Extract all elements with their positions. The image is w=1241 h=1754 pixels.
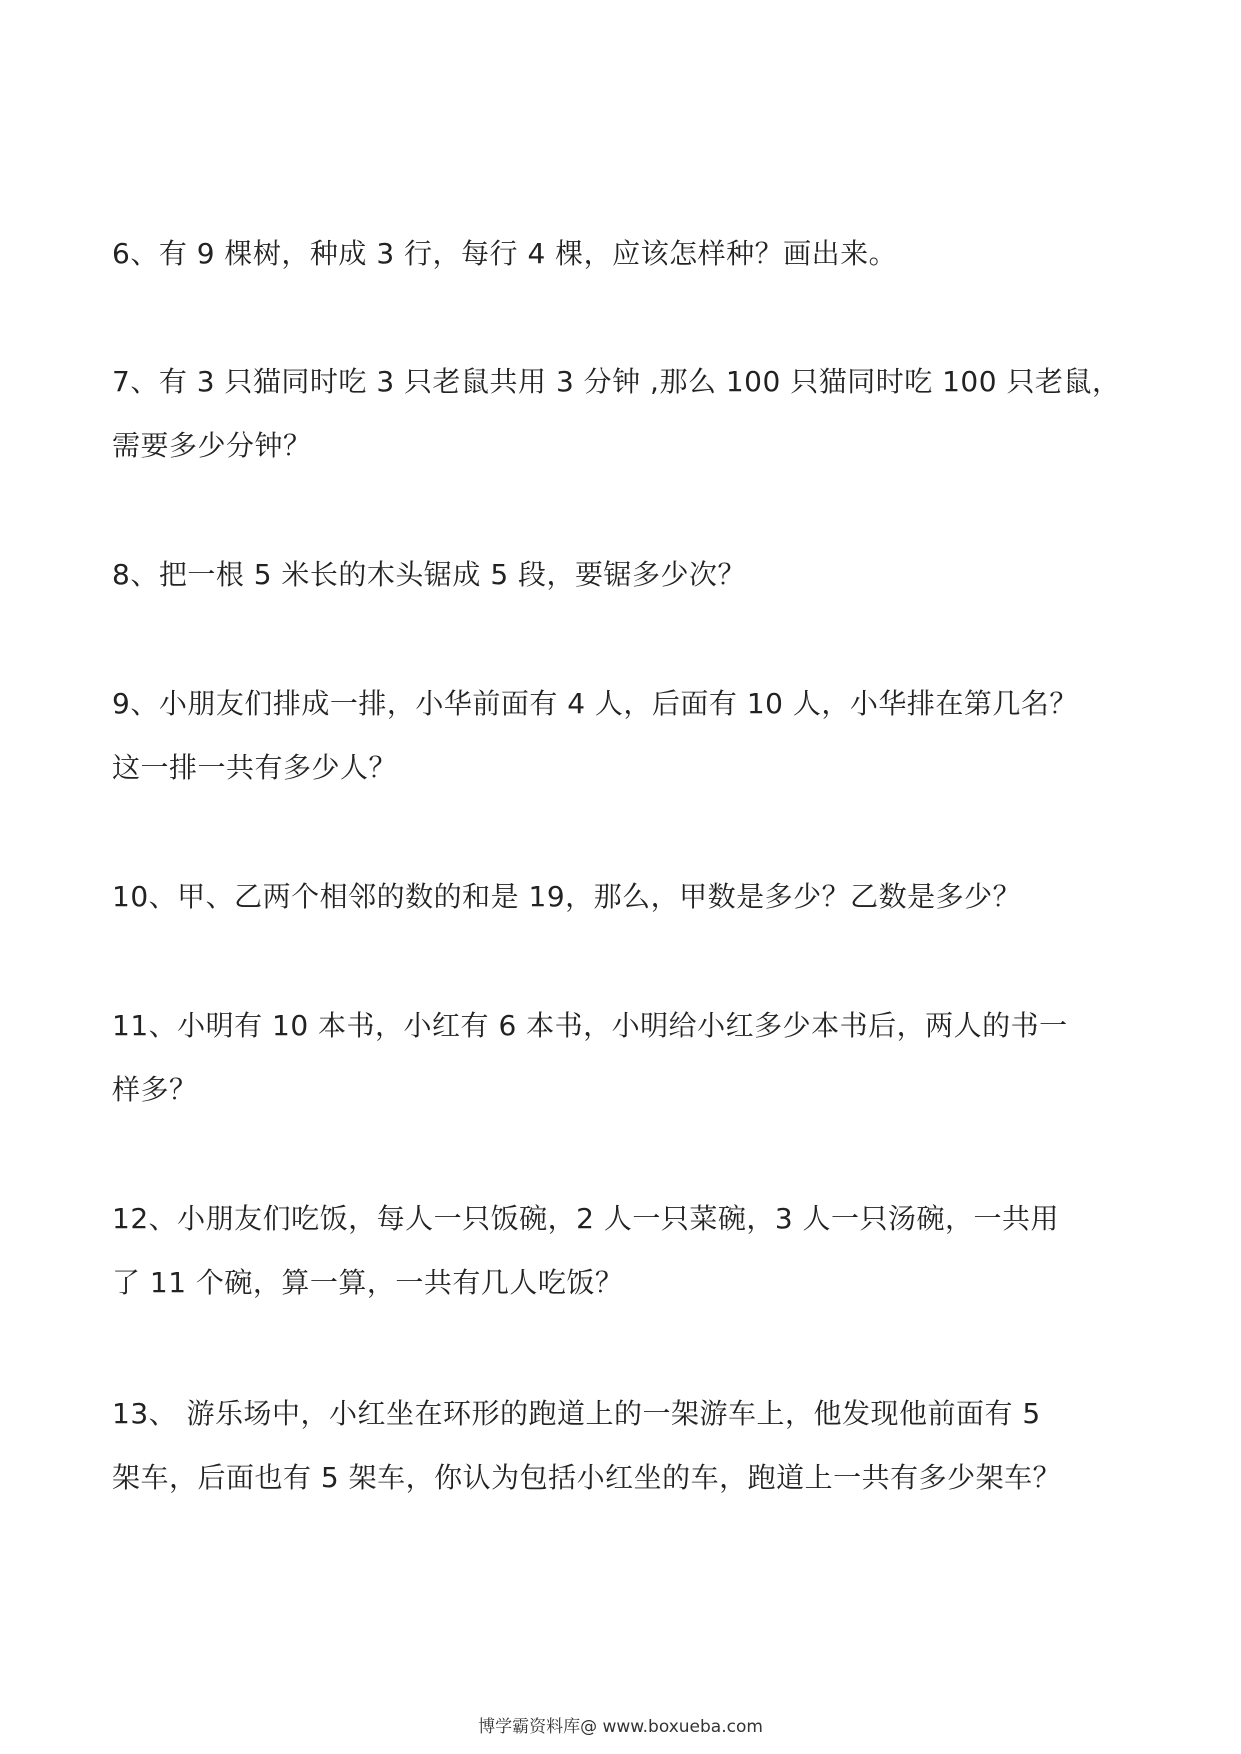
problem-9-line-1: 9、小朋友们排成一排，小华前面有 4 人，后面有 10 人，小华排在第几名？ — [112, 687, 1078, 720]
problem-9 — [112, 672, 1142, 800]
problem-10 — [112, 865, 1142, 929]
problem-13 — [112, 1382, 1142, 1510]
problem-12-line-1: 12、小朋友们吃饭，每人一只饭碗，2 人一只菜碗，3 人一只汤碗，一共用 — [112, 1202, 1060, 1235]
problem-8 — [112, 543, 1142, 607]
problem-13-line-1: 13、 游乐场中，小红坐在环形的跑道上的一架游车上，他发现他前面有 5 — [112, 1397, 1041, 1430]
problem-13-line-2: 架车，后面也有 5 架车，你认为包括小红坐的车，跑道上一共有多少架车？ — [112, 1461, 1062, 1494]
problem-6-line-1: 6、有 9 棵树，种成 3 行，每行 4 棵，应该怎样种？画出来。 — [112, 237, 898, 270]
problem-12-line-2: 了 11 个碗，算一算，一共有几人吃饭？ — [112, 1266, 624, 1299]
problem-6 — [112, 222, 1142, 286]
problem-11-line-1: 11、小明有 10 本书，小红有 6 本书，小明给小红多少本书后，两人的书一 — [112, 1009, 1068, 1042]
problem-9-line-2: 这一排一共有多少人？ — [112, 751, 398, 784]
problem-8-line-1: 8、把一根 5 米长的木头锯成 5 段，要锯多少次？ — [112, 558, 747, 591]
problem-7-line-1: 7、有 3 只猫同时吃 3 只老鼠共用 3 分钟 ,那么 100 只猫同时吃 100 只老鼠， — [112, 365, 1121, 398]
problem-11 — [112, 994, 1142, 1122]
problem-7-line-2: 需要多少分钟？ — [112, 429, 312, 462]
problem-12 — [112, 1187, 1142, 1315]
problem-7 — [112, 350, 1142, 478]
problem-10-line-1: 10、甲、乙两个相邻的数的和是 19，那么，甲数是多少？乙数是多少？ — [112, 880, 1022, 913]
footer-watermark: 博学霸资料库@ www.boxueba.com — [478, 1717, 763, 1737]
problem-11-line-2: 样多？ — [112, 1073, 198, 1106]
